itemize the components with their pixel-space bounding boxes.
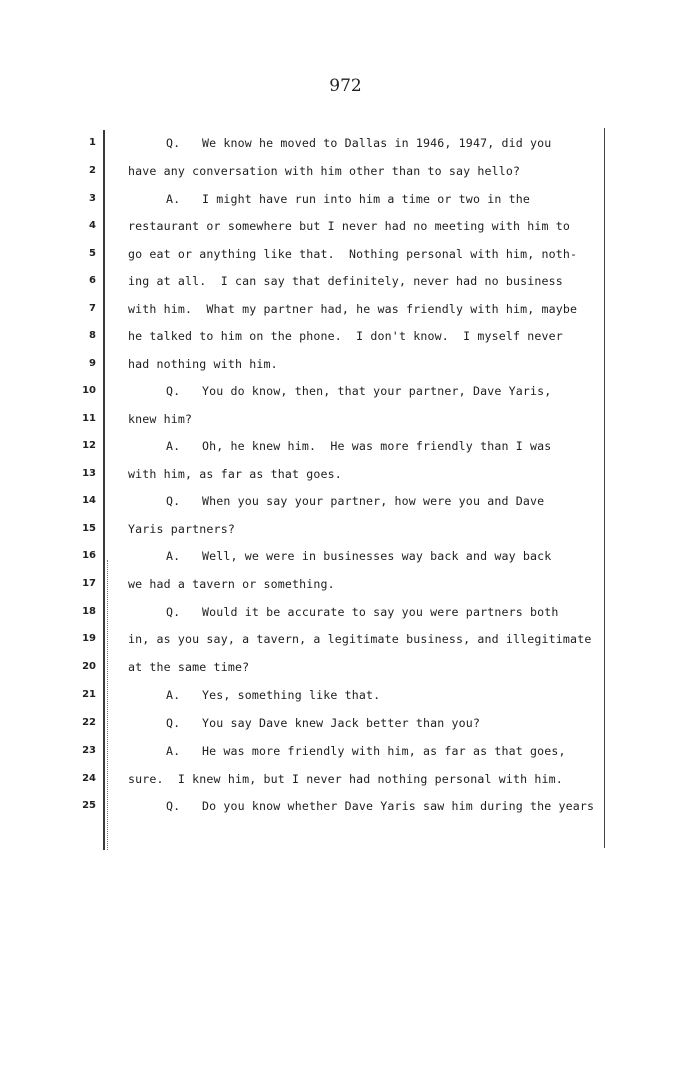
speaker-marker: Q. xyxy=(166,716,181,730)
page-number: 972 xyxy=(329,76,362,96)
transcript-line: Oh, he knew him. He was more friendly than I was xyxy=(202,439,552,453)
transcript-line: restaurant or somewhere but I never had no meeting with him to xyxy=(128,219,571,233)
line-number: 16 xyxy=(82,550,96,561)
transcript-line: When you say your partner, how were you and Dave xyxy=(202,494,545,508)
transcript-line: at the same time? xyxy=(128,660,250,674)
left-margin-rule-secondary xyxy=(107,560,108,850)
speaker-marker: Q. xyxy=(166,136,181,150)
line-number: 6 xyxy=(89,275,96,286)
line-number: 21 xyxy=(82,689,96,700)
left-margin-rule xyxy=(103,130,105,850)
line-number: 15 xyxy=(82,523,96,534)
transcript-line: go eat or anything like that. Nothing personal with him, noth- xyxy=(128,247,578,261)
line-number: 20 xyxy=(82,661,96,672)
speaker-marker: A. xyxy=(166,192,181,206)
line-number: 23 xyxy=(82,745,96,756)
speaker-marker: Q. xyxy=(166,605,181,619)
speaker-marker: Q. xyxy=(166,494,181,508)
transcript-line: We know he moved to Dallas in 1946, 1947, did you xyxy=(202,136,552,150)
line-number: 13 xyxy=(82,468,96,479)
line-number: 2 xyxy=(89,165,96,176)
line-number: 12 xyxy=(82,440,96,451)
speaker-marker: A. xyxy=(166,439,181,453)
line-number: 5 xyxy=(89,248,96,259)
transcript-line: Do you know whether Dave Yaris saw him during the years xyxy=(202,799,595,813)
line-number: 4 xyxy=(89,220,96,231)
speaker-marker: A. xyxy=(166,549,181,563)
line-number: 18 xyxy=(82,606,96,617)
transcript-line: He was more friendly with him, as far as that goes, xyxy=(202,744,566,758)
transcript-line: with him, as far as that goes. xyxy=(128,467,342,481)
line-number: 1 xyxy=(89,137,96,148)
transcript-line: Yes, something like that. xyxy=(202,688,381,702)
line-number: 17 xyxy=(82,578,96,589)
speaker-marker: A. xyxy=(166,688,181,702)
transcript-line: Well, we were in businesses way back and way back xyxy=(202,549,552,563)
speaker-marker: Q. xyxy=(166,799,181,813)
transcript-line: You do know, then, that your partner, Dave Yaris, xyxy=(202,384,552,398)
transcript-line: had nothing with him. xyxy=(128,357,278,371)
transcript-line: Yaris partners? xyxy=(128,522,235,536)
transcript-line: sure. I knew him, but I never had nothing personal with him. xyxy=(128,772,563,786)
line-number: 9 xyxy=(89,358,96,369)
line-number: 11 xyxy=(82,413,96,424)
speaker-marker: Q. xyxy=(166,384,181,398)
transcript-line: I might have run into him a time or two in the xyxy=(202,192,530,206)
transcript-line: he talked to him on the phone. I don't know. I myself never xyxy=(128,329,563,343)
transcript-line: knew him? xyxy=(128,412,193,426)
line-number: 22 xyxy=(82,717,96,728)
transcript-line: Would it be accurate to say you were partners both xyxy=(202,605,559,619)
line-number: 3 xyxy=(89,193,96,204)
line-number: 25 xyxy=(82,800,96,811)
line-number: 24 xyxy=(82,773,96,784)
right-margin-rule xyxy=(604,128,605,848)
line-number: 10 xyxy=(82,385,96,396)
transcript-line: ing at all. I can say that definitely, never had no business xyxy=(128,274,563,288)
line-number: 8 xyxy=(89,330,96,341)
line-number: 7 xyxy=(89,303,96,314)
line-number: 19 xyxy=(82,633,96,644)
transcript-line: with him. What my partner had, he was friendly with him, maybe xyxy=(128,302,578,316)
speaker-marker: A. xyxy=(166,744,181,758)
transcript-line: have any conversation with him other than to say hello? xyxy=(128,164,521,178)
transcript-line: in, as you say, a tavern, a legitimate business, and illegitimate xyxy=(128,632,592,646)
transcript-line: we had a tavern or something. xyxy=(128,577,335,591)
line-number: 14 xyxy=(82,495,96,506)
transcript-line: You say Dave knew Jack better than you? xyxy=(202,716,481,730)
